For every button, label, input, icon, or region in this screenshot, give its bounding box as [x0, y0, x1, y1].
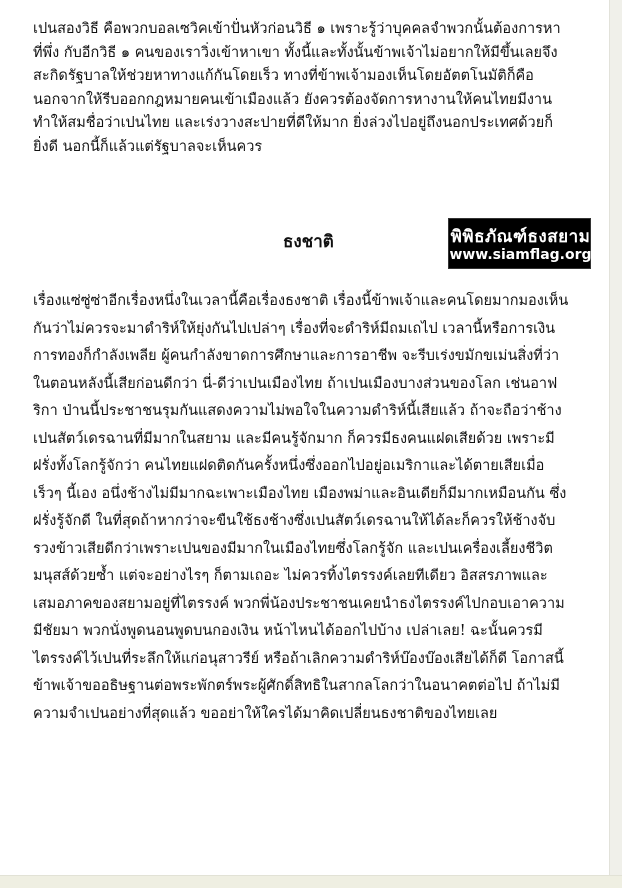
text-line: ยิ่งดี นอกนี้ก็แล้วแต่รัฐบาลจะเห็นควร: [33, 138, 263, 155]
text-line: สะกิดรัฐบาลให้ช่วยหาทางแก้กันโดยเร็ว ทางที่ข้าพเจ้ามองเห็นโดยอัตตโนมัติก็คือ: [33, 68, 534, 84]
text-line: รวงข้าวเสียดีกว่าเพราะเปนของมีมากในเมืองไทยซึ่งโลกรู้จัก และเปนเครื่องเลี้ยงชีวิต: [33, 540, 553, 557]
section-heading: ธงชาติ: [283, 232, 334, 252]
text-line: ในตอนหลังนี้เสียก่อนดีกว่า นี่-ดีว่าเปนเมืองไทย ถ้าเปนเมืองบางส่วนของโลก เช่นอาฟ: [33, 375, 558, 392]
top-paragraph: [33, 18, 593, 159]
text-line: การทองก็กำลังเพลีย ผู้คนกำลังขาดการศึกษาและการอาชีพ จะรีบเร่งขมักขเม่นสิ่งที่ว่า: [33, 348, 560, 364]
text-line: ริกา ป่านนี้ประชาชนรุมกันแสดงความไม่พอใจในความดำริห์นี้เสียแล้ว ถ้าจะถือว่าช้าง: [33, 403, 562, 419]
text-line: มีชัยมา พวกนั่งพูดนอนพูดบนกองเงิน หน้าไหนได้ออกไปบ้าง เปล่าเลย! ฉะนั้นควรมี: [33, 623, 543, 639]
text-line: เปนสองวิธี คือพวกบอลเซวิคเข้าปั่นหัวก่อนวิธี ๑ เพราะรู้ว่าบุคคลจำพวกนั้นต้องการหา: [33, 21, 561, 37]
text-line: ไตรรงค์ไว้เปนที่ระลึกให้แก่อนุสาวรีย์ หรือถ้าเลิกความดำริห์บ๊องบ๊องเสียได้ก็ดี โอกาสนี้: [33, 650, 564, 667]
text-line: ฝรั่งทั้งโลกรู้จักว่า คนไทยแฝดติดกันครั้งหนึ่งซึ่งออกไปอยู่อเมริกาและได้ตายเสียเมื่อ: [33, 458, 545, 474]
text-line: เรื่องแซ่ซู่ซ่าอีกเรื่องหนึ่งในเวลานี้คือเรื่องธงชาติ เรื่องนี้ข้าพเจ้าและคนโดยมากมองเห็น: [33, 293, 569, 309]
text-line: ความจำเปนอย่างที่สุดแล้ว ขออย่าให้ใครได้มาคิดเปลี่ยนธงชาติของไทยเลย: [33, 705, 498, 722]
section-header: [0, 212, 610, 272]
text-line: เปนสัตว์เดรฉานที่มีมากในสยาม และมีคนรู้จักมาก ก็ควรมีธงคนแฝดเสียด้วย เพราะมี: [33, 430, 555, 447]
scrollbar-track[interactable]: [609, 0, 622, 888]
siamflag-logo[interactable]: [448, 218, 591, 269]
text-line: ทำให้สมชื่อว่าเปนไทย และเร่งวางสะปายที่ดีให้มาก ยิ่งล่วงไปอยู่ถึงนอกประเทศด้วยก็: [33, 115, 553, 131]
logo-title: พิพิธภัณฑ์ธงสยาม: [450, 227, 591, 247]
text-line: ที่พึ่ง กับอีกวิธี ๑ คนของเราวิ่งเข้าหาเขา ทั้งนี้และทั้งนั้นข้าพเจ้าไม่อยากให้มีขึ้นเลยจึง: [33, 44, 558, 61]
paragraph-text: [33, 18, 593, 159]
text-line: มนุสส์ด้วยซ้ำ แต่จะอย่างไรๆ ก็ตามเถอะ ไม่ควรทิ้งไตรรงค์เลยทีเดียว อิสสรภาพและ: [33, 568, 548, 584]
text-line: กันว่าไม่ควรจะมาดำริห์ให้ยุ่งกันไปเปล่าๆ เรื่องที่จะดำริห์มีถมเถไป เวลานี้หรือการเงิน: [33, 320, 556, 337]
paragraph-text: [33, 288, 593, 728]
text-line: เร็วๆ นี้เอง อนึ่งช้างไม่มีมากฉะเพาะเมืองไทย เมืองพม่าและอินเดียก็มีมากเหมือนกัน ซึ่ง: [33, 485, 567, 502]
text-line: ฝรั่งรู้จักดี ในที่สุดถ้าหากว่าจะขืนใช้ธงช้างซึ่งเปนสัตว์เดรฉานให้ได้ละก็ควรให้ช้างจับ: [33, 513, 556, 529]
text-line: ข้าพเจ้าขออธิษฐานต่อพระพักตร์พระผู้ศักดิ์สิทธิในสากลโลกว่าในอนาคตต่อไป ถ้าไม่มี: [33, 678, 560, 694]
bottom-border: [0, 875, 622, 888]
main-paragraph: [33, 288, 593, 728]
text-line: เสมอภาคของสยามอยู่ที่ไตรรงค์ พวกพี่น้องประชาชนเคยนำธงไตรรงค์ไปกอบเอาความ: [33, 595, 565, 612]
text-line: นอกจากให้รีบออกกฎหมายคนเข้าเมืองแล้ว ยังควรต้องจัดการหางานให้คนไทยมีงาน: [33, 91, 552, 108]
logo-url: www.siamflag.org: [449, 247, 592, 263]
